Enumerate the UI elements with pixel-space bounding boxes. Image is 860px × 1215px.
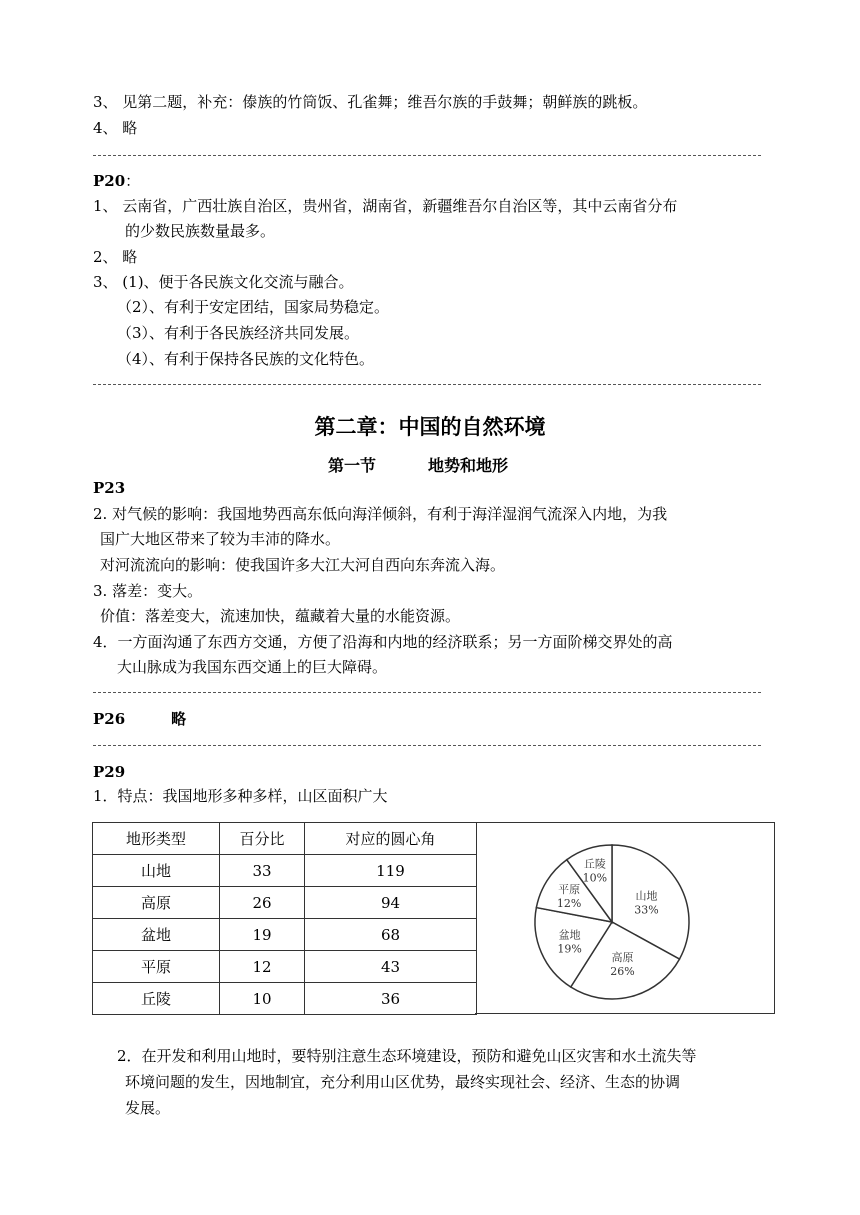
table-row — [93, 887, 477, 919]
table-cell: 平原 — [93, 951, 220, 983]
answer-line: 的少数民族数量最多。 — [125, 222, 276, 240]
answer-line: 大山脉成为我国东西交通上的巨大障碍。 — [117, 658, 388, 676]
table-row — [93, 919, 477, 951]
answer-line: 对河流流向的影响：使我国许多大江大河自西向东奔流入海。 — [100, 556, 506, 574]
answer-line: 价值：落差变大，流速加快，蕴藏着大量的水能资源。 — [100, 607, 461, 625]
pie-value-label: 10% — [582, 871, 608, 885]
table-cell: 山地 — [93, 855, 220, 887]
answer-line: 3、 见第二题，补充：傣族的竹筒饭、孔雀舞；维吾尔族的手鼓舞；朝鲜族的跳板。 — [93, 93, 648, 111]
answer-line: （4）、有利于保持各民族的文化特色。 — [117, 350, 375, 368]
table-row — [93, 951, 477, 983]
dashed-divider — [93, 155, 761, 156]
table-header-cell: 地形类型 — [93, 823, 220, 855]
dashed-divider — [93, 745, 761, 746]
pie-value-label: 26% — [610, 965, 635, 978]
dashed-divider — [93, 384, 761, 385]
pie-label: 丘陵 — [583, 857, 606, 871]
table-cell: 33 — [220, 855, 305, 887]
section-title: 第一节 地势和地形 — [328, 456, 509, 475]
pie-chart-frame — [475, 822, 775, 1014]
table-cell: 94 — [305, 887, 477, 919]
page-heading-p29: P29 — [93, 763, 126, 781]
pie-label: 高原 — [611, 951, 634, 964]
chapter-title: 第二章：中国的自然环境 — [314, 414, 546, 439]
table-cell: 68 — [305, 919, 477, 951]
answer-line: 环境问题的发生，因地制宜，充分利用山区优势，最终实现社会、经济、生态的协调 — [125, 1073, 681, 1091]
answer-line: 1、 云南省，广西壮族自治区，贵州省，湖南省，新疆维吾尔自治区等，其中云南省分布 — [93, 197, 678, 215]
pie-value-label: 19% — [557, 942, 582, 956]
pie-label: 平原 — [558, 882, 581, 896]
pie-value-label: 33% — [634, 903, 659, 917]
answer-line: 发展。 — [125, 1099, 171, 1117]
table-cell: 10 — [220, 983, 305, 1015]
answer-line: （2）、有利于安定团结，国家局势稳定。 — [117, 298, 390, 316]
table-row — [93, 855, 477, 887]
table-cell: 高原 — [93, 887, 220, 919]
table-cell: 丘陵 — [93, 983, 220, 1015]
answer-line: 3. 落差：变大。 — [93, 582, 203, 600]
table-cell: 43 — [305, 951, 477, 983]
dashed-divider — [93, 692, 761, 693]
pie-value-label: 12% — [556, 896, 582, 910]
terrain-table — [92, 822, 477, 1015]
answer-line: 2．在开发和利用山地时，要特别注意生态环境建设，预防和避免山区灾害和水土流失等 — [117, 1047, 697, 1065]
table-header-cell: 百分比 — [220, 823, 305, 855]
answer-line: 国广大地区带来了较为丰沛的降水。 — [100, 530, 341, 548]
table-cell: 盆地 — [93, 919, 220, 951]
answer-line: （3）、有利于各民族经济共同发展。 — [117, 324, 360, 342]
table-header-cell: 对应的圆心角 — [305, 823, 477, 855]
answer-line: 2. 对气候的影响：我国地势西高东低向海洋倾斜，有利于海洋湿润气流深入内地，为我 — [93, 505, 668, 523]
table-cell: 26 — [220, 887, 305, 919]
table-row — [93, 983, 477, 1015]
table-cell: 119 — [305, 855, 477, 887]
answer-line: 4．一方面沟通了东西方交通，方便了沿海和内地的经济联系；另一方面阶梯交界处的高 — [93, 633, 673, 651]
answer-line: 3、 (1)、便于各民族文化交流与融合。 — [93, 273, 354, 291]
page-heading-p23: P23 — [93, 479, 126, 497]
table-cell: 12 — [220, 951, 305, 983]
page-heading-p20: P20： — [93, 172, 141, 190]
table-cell: 36 — [305, 983, 477, 1015]
answer-line: 1．特点：我国地形多种多样，山区面积广大 — [93, 787, 388, 805]
terrain-pie-chart — [475, 823, 773, 1013]
table-header-row — [93, 823, 477, 855]
page-heading-p26: P26 略 — [93, 710, 187, 728]
answer-line: 4、 略 — [93, 119, 138, 137]
pie-label: 盆地 — [558, 928, 581, 942]
table-cell: 19 — [220, 919, 305, 951]
pie-label: 山地 — [635, 889, 658, 903]
answer-line: 2、 略 — [93, 248, 138, 266]
